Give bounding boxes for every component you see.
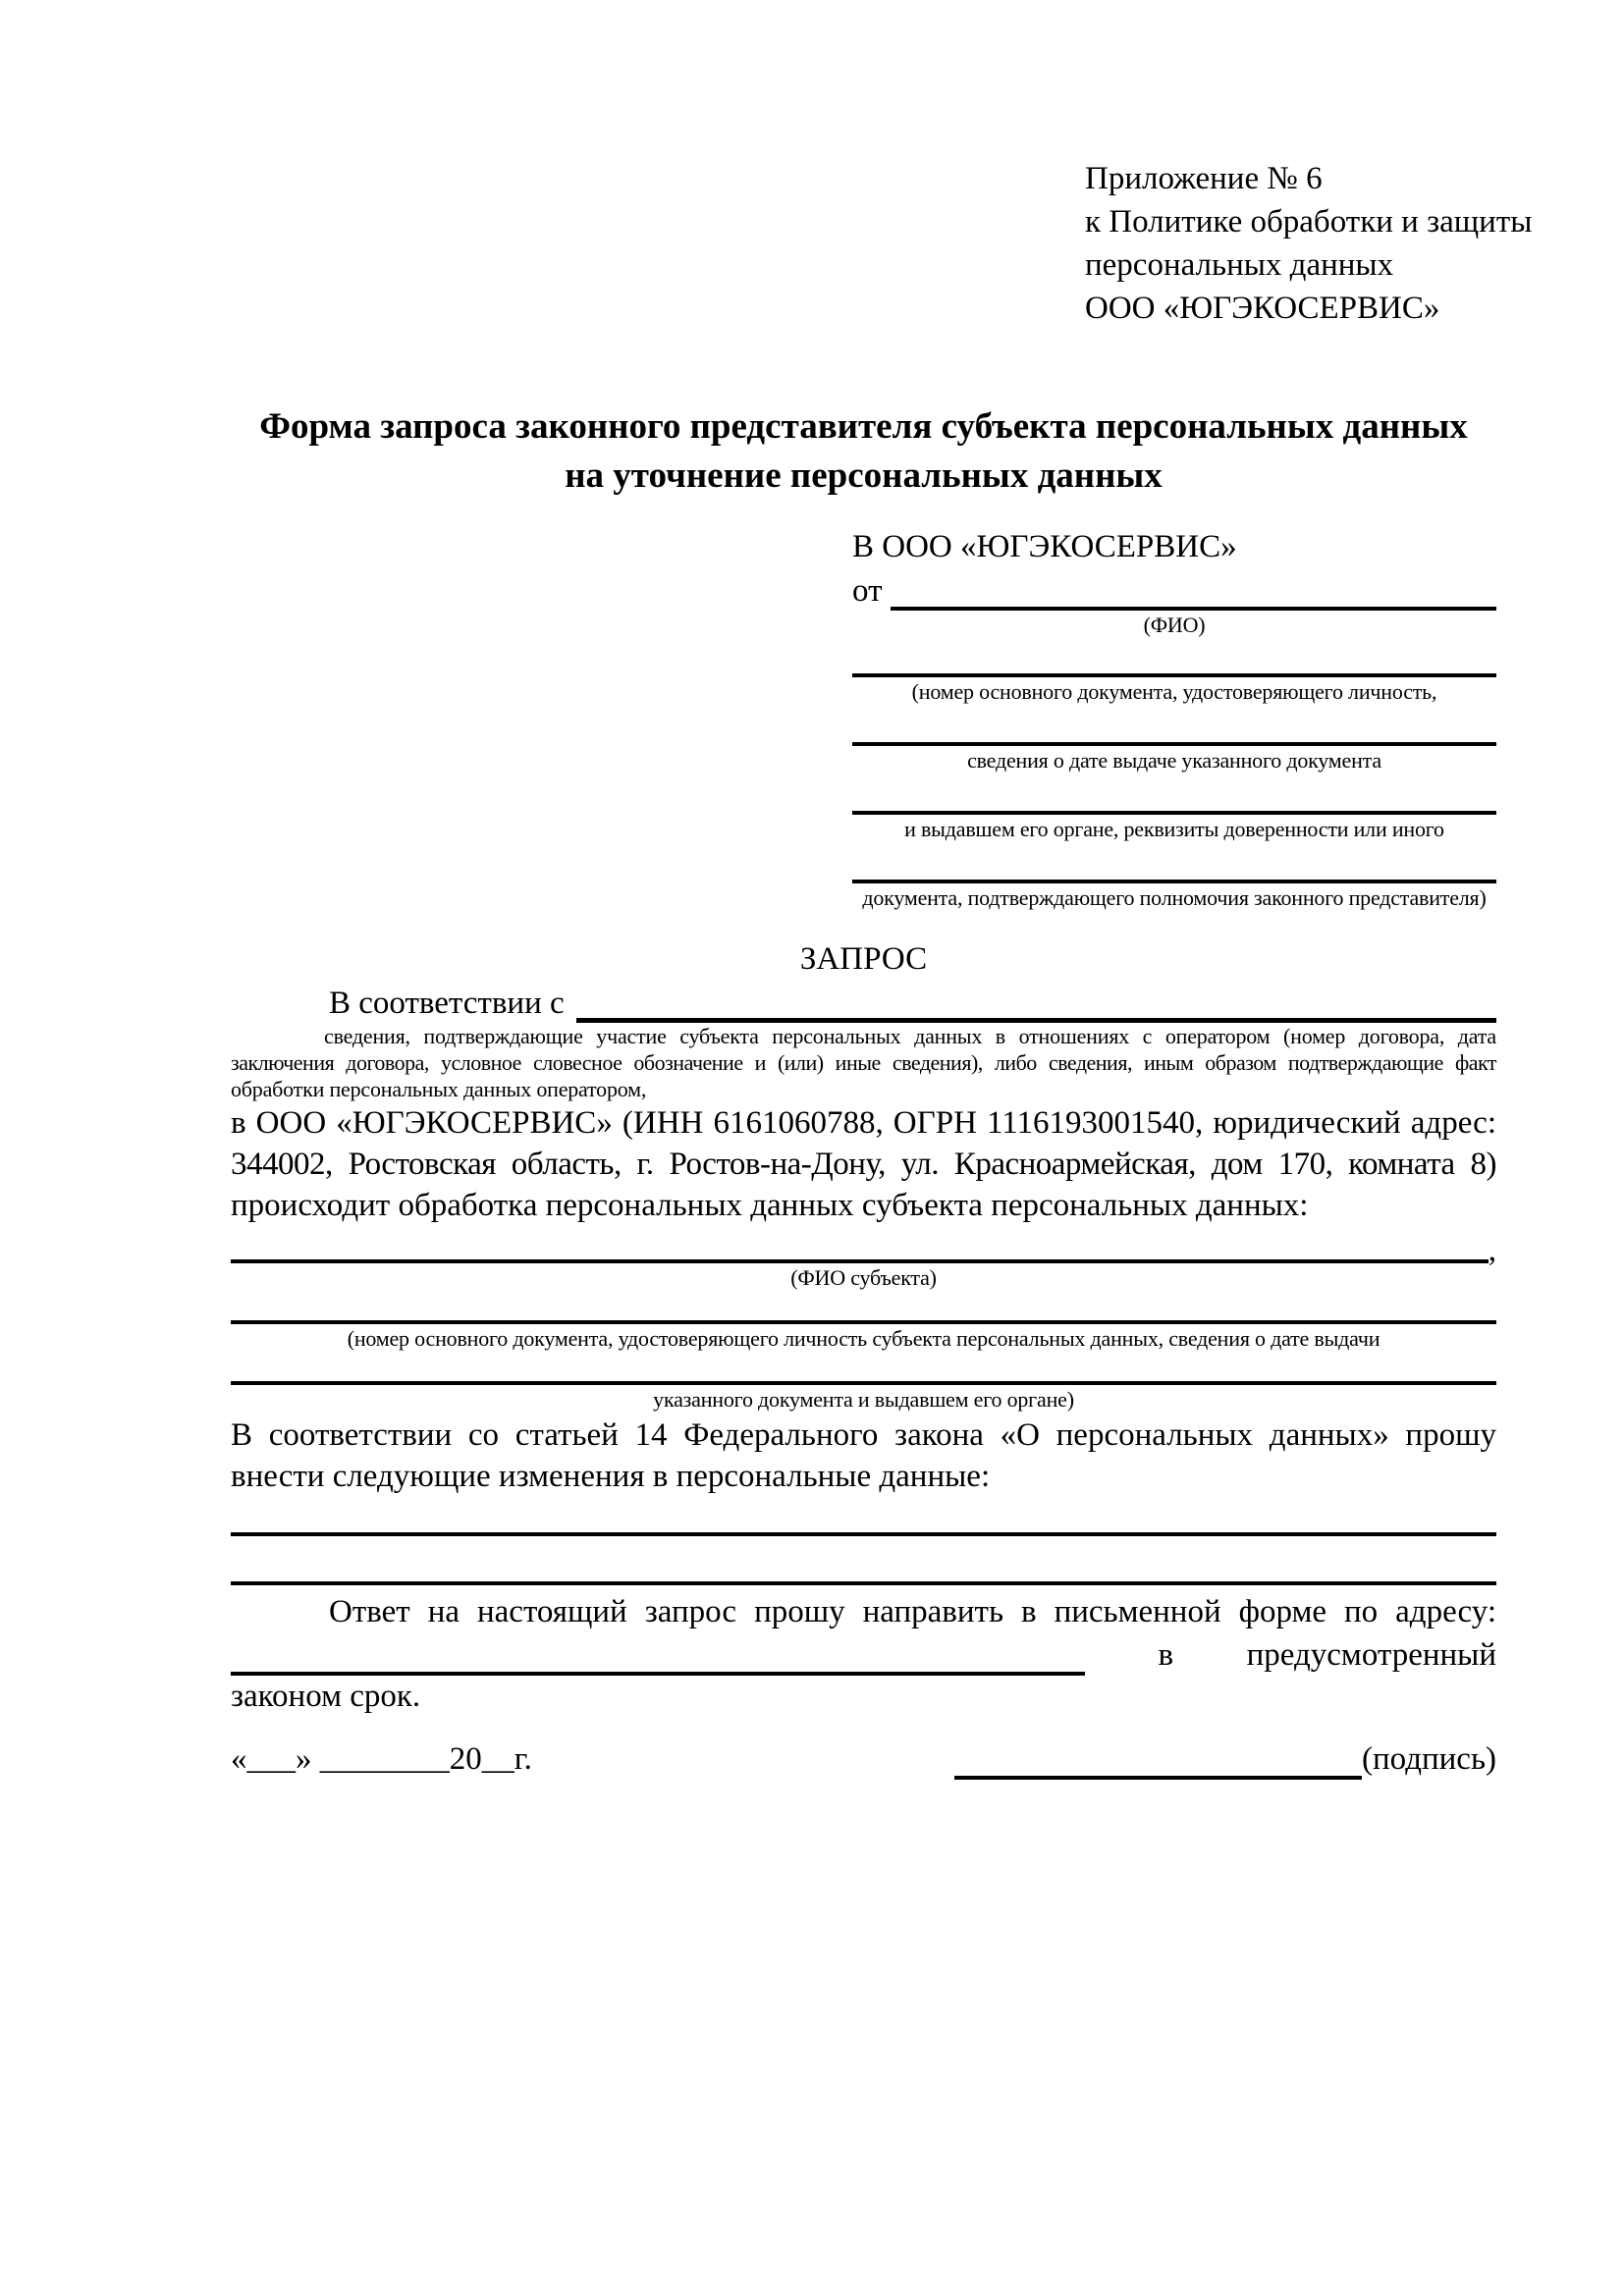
appendix-note-line: к Политике обработки и защиты (1085, 204, 1533, 240)
basis-row (231, 980, 1496, 1023)
law-line2: внести следующие изменения в персональные данные: (231, 1459, 991, 1494)
basis-blank-line (576, 980, 1496, 1023)
signature-caption: (подпись) (1362, 1741, 1496, 1777)
doc-caption-3: и выдавшем его органе, реквизиты доверенности или иного (904, 817, 1444, 841)
fio-caption: (ФИО) (1143, 613, 1206, 637)
operator-line2: 344002, Ростовская область, г. Ростов-на-Дону, ул. Красноармейская, дом 170, комната 8) (231, 1147, 1496, 1182)
subject-fio-comma: , (1488, 1233, 1496, 1268)
appendix-note-line: ООО «ЮГЭКОСЕРВИС» (1085, 291, 1440, 326)
changes-blank-line-1 (231, 1497, 1496, 1536)
subject-fio-row (231, 1233, 1496, 1268)
doc-blank-line-4 (852, 842, 1496, 883)
subject-fio-caption: (ФИО субъекта) (790, 1265, 937, 1290)
changes-blank-line-2 (231, 1536, 1496, 1585)
subject-fio-blank-line (231, 1234, 1489, 1263)
appendix-note-line: Приложение № 6 (1085, 161, 1323, 196)
date-signature-row (231, 1738, 1496, 1780)
response-line3: законом срок. (231, 1679, 421, 1714)
document-title-line1: Форма запроса законного представителя субъекта персональных данных (259, 406, 1468, 447)
request-heading: ЗАПРОС (799, 941, 928, 977)
fio-blank-line (891, 567, 1497, 611)
response-address-row (231, 1632, 1496, 1676)
appendix-note (1085, 157, 1533, 330)
document-title (231, 402, 1496, 501)
subject-doc-caption-2: указанного документа и выдавшем его органе) (653, 1387, 1074, 1412)
subject-doc-blank-line-2 (231, 1352, 1496, 1385)
basis-note-line2: заключения договора, условное словесное обозначение и (или) иные сведения), либо сведения, иным образом подтверждающие факт (231, 1050, 1496, 1075)
from-row (852, 567, 1496, 611)
operator-line1: в ООО «ЮГЭКОСЕРВИС» (ИНН 6161060788, ОГРН 1116193001540, юридический адрес: (231, 1105, 1496, 1141)
operator-line3: происходит обработка персональных данных субъекта персональных данных: (231, 1188, 1309, 1223)
doc-caption-2: сведения о дате выдаче указанного документа (967, 748, 1381, 773)
law-line1: В соответствии со статьей 14 Федерального закона «О персональных данных» прошу (231, 1417, 1496, 1453)
response-line1: Ответ на настоящий запрос прошу направить в письменной форме по адресу: (329, 1594, 1496, 1629)
doc-blank-line-2 (852, 705, 1496, 746)
doc-caption-4: документа, подтверждающего полномочия законного представителя) (862, 885, 1487, 910)
from-label: от (852, 573, 883, 609)
basis-label: В соответствии с (329, 986, 565, 1021)
basis-note-line1: сведения, подтверждающие участие субъекта персональных данных в отношениях с оператором (номер договора, дата (324, 1024, 1496, 1048)
addressee-organization: В ООО «ЮГЭКОСЕРВИС» (852, 529, 1237, 564)
subject-doc-blank-line-1 (231, 1291, 1496, 1324)
appendix-note-line: персональных данных (1085, 247, 1394, 283)
law-paragraph (231, 1415, 1496, 1497)
operator-paragraph (231, 1102, 1496, 1226)
doc-blank-line-1 (852, 638, 1496, 677)
signature-group (954, 1738, 1496, 1780)
paragraph-indent (231, 980, 329, 1023)
subject-doc-caption-1: (номер основного документа, удостоверяющего личность субъекта персональных данных, сведения о дате выдачи (347, 1326, 1380, 1351)
response-word-predusmotrennyj: предусмотренный (1246, 1637, 1497, 1673)
addressee-block (852, 526, 1496, 911)
signature-blank-line (954, 1748, 1362, 1780)
address-blank-line (231, 1642, 1085, 1676)
date-placeholder: «___» ________20__г. (231, 1741, 532, 1777)
doc-blank-line-3 (852, 774, 1496, 815)
response-word-v: в (1158, 1637, 1174, 1673)
document-title-line2: на уточнение персональных данных (565, 455, 1163, 496)
doc-caption-1: (номер основного документа, удостоверяющего личность, (911, 679, 1437, 704)
basis-note (231, 1023, 1496, 1102)
basis-note-line3: обработки персональных данных оператором, (231, 1077, 647, 1101)
